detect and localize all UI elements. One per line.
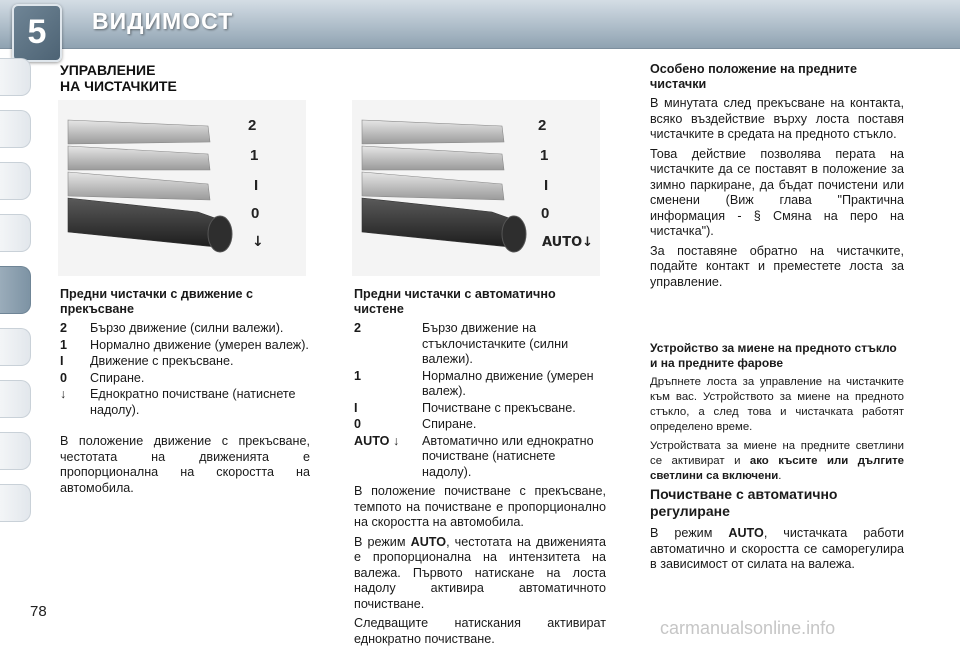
legend-key: 2	[60, 321, 68, 335]
chapter-tab[interactable]	[0, 162, 31, 200]
stalk-mark-i: I	[544, 177, 549, 194]
stalk-mark-auto: AUTO↓	[542, 235, 594, 250]
text-run: , честотата на движенията е пропорционална на интензитета на валежа. Първото натискане на лоста надолу активира автоматичното почистване.	[354, 534, 606, 611]
wiper-stalk-illustration	[352, 100, 600, 276]
auto-regulation-section	[650, 486, 904, 573]
text-run: В режим	[354, 534, 411, 549]
washer-section	[650, 341, 904, 484]
chapter-tab[interactable]	[0, 380, 31, 418]
wiper-stalk-illustration	[58, 100, 306, 276]
chapter-tab[interactable]	[0, 58, 31, 96]
stalk-mark-2: 2	[538, 117, 547, 134]
legend-key: 0	[354, 417, 362, 431]
stalk-mark-2: 2	[248, 117, 257, 134]
wiper-stalk-figure-intermittent	[58, 100, 306, 276]
auto-wiper-section	[354, 287, 606, 647]
text-run-bold: AUTO	[410, 534, 447, 549]
legend-key: 0	[60, 370, 68, 385]
legend-text: Спиране.	[90, 370, 145, 385]
text-run-bold: ако късите или дългите светлини са включени	[650, 455, 904, 482]
body-paragraph: В положение движение с прекъсване, честотата на движенията е пропорционална на скоростта на автомобила.	[60, 434, 310, 495]
legend-key-auto: AUTO ↓	[354, 433, 400, 448]
page-header	[0, 0, 960, 49]
legend-item	[60, 371, 310, 387]
body-paragraph: Това действие позволява перата на чистачките да се поставят в положение за зимно паркиране, да бъдат почистени или сменени (Виж глава "Практична информация - § Смяна на перо на чистачка").	[650, 146, 904, 238]
legend-key: I	[354, 400, 358, 415]
legend-text: Автоматично или еднократно почистване (натиснете надолу).	[422, 433, 594, 479]
legend-text: Еднократно почистване (натиснете надолу).	[90, 387, 296, 417]
section-subheading: Предни чистачки с автоматично чистене	[354, 287, 556, 316]
section-title-line: НА ЧИСТАЧКИТЕ	[60, 78, 177, 94]
legend-item	[354, 321, 606, 368]
down-arrow-icon: ↓	[60, 387, 67, 401]
legend-key: 1	[354, 368, 362, 383]
chapter-number-badge: 5	[12, 4, 62, 62]
body-paragraph: За поставяне обратно на чистачките, подайте контакт и преместете лоста за управление.	[650, 243, 904, 289]
body-paragraph: В положение почистване с прекъсване, темпото на почистване е пропорционално на скоростта на автомобила.	[354, 484, 606, 529]
body-paragraph: Следващите натискания активират еднократно почистване.	[354, 616, 606, 646]
legend-item	[354, 369, 606, 400]
body-paragraph: В минутата след прекъсване на контакта, всяко въздействие върху лоста поставя чистачките в средата на предното стъкло.	[650, 96, 904, 141]
section-subheading: Почистване с автоматично регулиране	[650, 486, 838, 519]
stalk-mark-i: I	[254, 177, 259, 194]
body-paragraph	[354, 535, 606, 613]
legend-key: I	[60, 354, 64, 368]
legend-key: 1	[60, 337, 68, 352]
section-title-line: УПРАВЛЕНИЕ	[60, 62, 156, 78]
chapter-tab-active[interactable]	[0, 266, 31, 314]
stalk-mark-0: 0	[251, 205, 260, 222]
section-subheading: Особено положение на предните чистачки	[650, 62, 857, 91]
chapter-tabs	[0, 58, 34, 536]
legend-item	[354, 417, 606, 433]
page-number: 78	[30, 603, 47, 620]
stalk-mark-1: 1	[250, 147, 259, 164]
text-run: .	[778, 470, 782, 482]
legend-item	[60, 321, 310, 337]
intermittent-wiper-section	[60, 287, 310, 496]
legend-text: Бързо движение на стъклочистачките (силни валежи).	[422, 321, 569, 366]
body-paragraph	[650, 526, 904, 573]
section-subheading: Предни чистачки с движение с прекъсване	[60, 287, 253, 316]
chapter-tab[interactable]	[0, 432, 31, 470]
chapter-tab[interactable]	[0, 484, 31, 522]
legend-item	[354, 401, 606, 417]
legend-text: Движение с прекъсване.	[90, 354, 234, 368]
legend-text: Нормално движение (умерен валеж).	[90, 337, 309, 352]
legend-text: Спиране.	[422, 417, 477, 431]
chapter-title: ВИДИМОСТ	[92, 8, 234, 34]
legend-key: 2	[354, 321, 362, 335]
legend-item	[60, 387, 310, 418]
watermark: carmanualsonline.info	[660, 618, 836, 638]
legend-text: Нормално движение (умерен валеж).	[422, 368, 594, 398]
text-run: , чистачката работи автоматично и скоростта се саморегулира в зависимост от силата на валежа.	[650, 526, 904, 571]
chapter-tab[interactable]	[0, 328, 31, 366]
section-title	[60, 62, 177, 94]
legend-item	[60, 338, 310, 354]
chapter-tab[interactable]	[0, 214, 31, 252]
section-subheading: Устройство за миене на предното стъкло и на предните фарове	[650, 341, 897, 370]
legend-text: Почистване с прекъсване.	[422, 400, 576, 415]
stalk-mark-1: 1	[540, 147, 549, 164]
special-position-section	[650, 62, 904, 290]
text-run-bold: AUTO	[728, 526, 764, 540]
stalk-mark-0: 0	[541, 205, 550, 222]
body-paragraph: Дръпнете лоста за управление на чистачките към вас. Устройството за миене на предното стъкло, а след това и чистачката работят определено време.	[650, 376, 904, 433]
stalk-mark-down-arrow: ↓	[252, 234, 264, 250]
body-paragraph	[650, 439, 904, 484]
legend-item	[354, 434, 606, 481]
chapter-tab[interactable]	[0, 110, 31, 148]
legend-item	[60, 354, 310, 370]
text-run: Устройствата за миене на предните светлини се активират и	[650, 440, 904, 467]
text-run: В режим	[650, 526, 729, 540]
wiper-stalk-figure-auto	[352, 100, 600, 276]
legend-text: Бързо движение (силни валежи).	[90, 321, 284, 335]
